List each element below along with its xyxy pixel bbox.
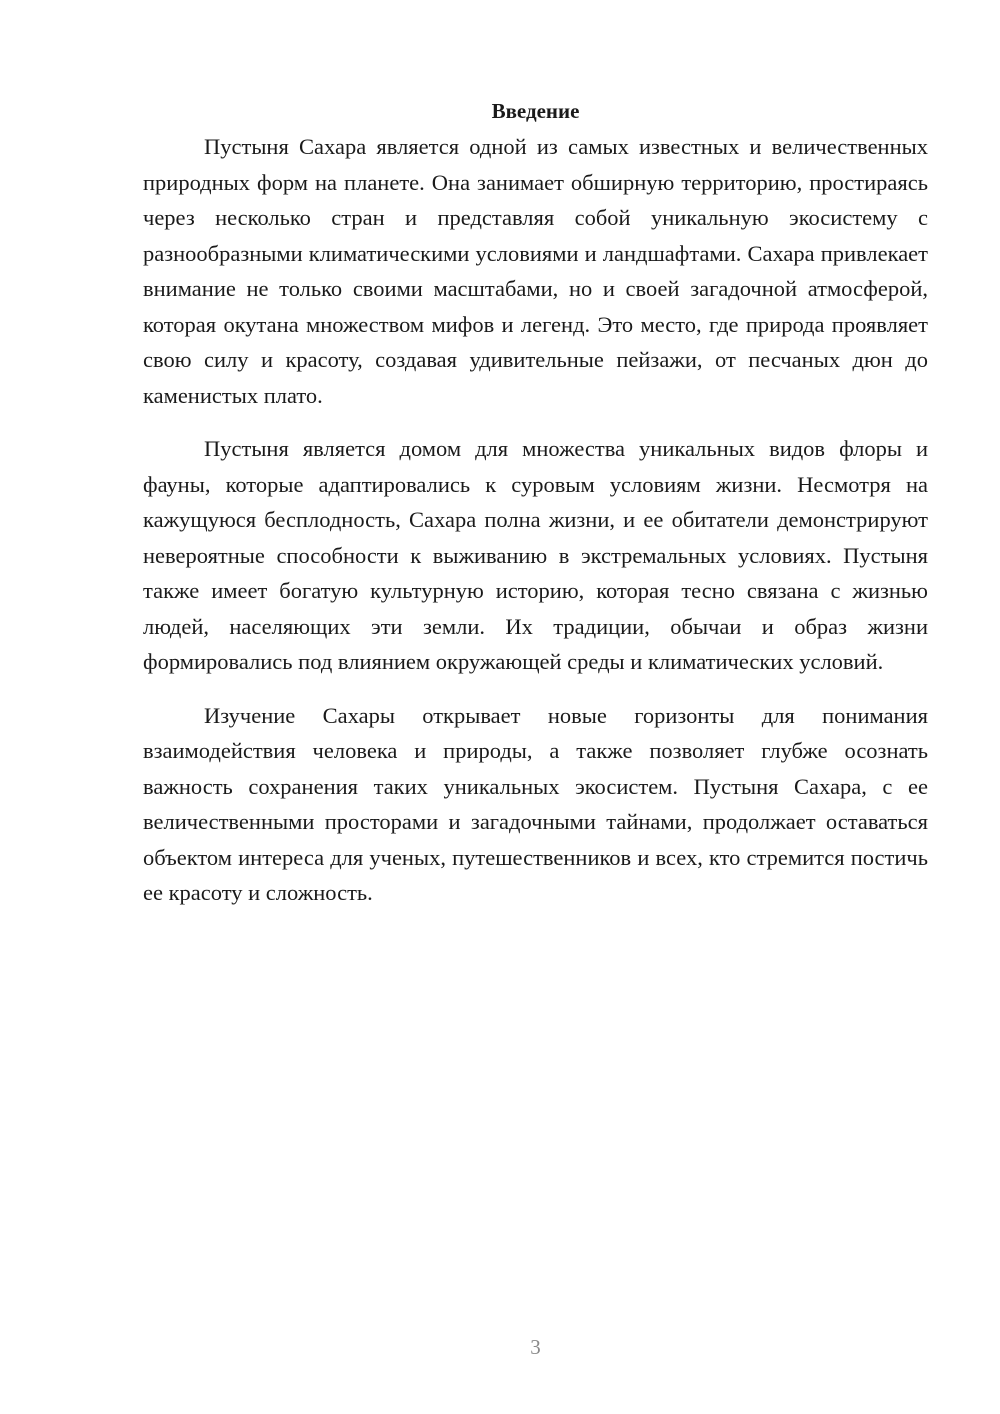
paragraph-2: Пустыня является домом для множества уникальных видов флоры и фауны, которые адаптировались к суровым условиям жизни. Несмотря на кажущуюся бесплодность, Сахара полна жизни, и ее обитатели демонстрируют невероятные способности к выживанию в экстремальных условиях. Пустыня также имеет богатую культурную историю, которая тесно связана с жизнью людей, населяющих эти земли. Их традиции, обычаи и образ жизни формировались под влиянием окружающей среды и климатических условий.: [143, 436, 928, 674]
section-heading: Введение: [491, 99, 580, 123]
page-number: 3: [530, 1335, 541, 1359]
paragraph-1: Пустыня Сахара является одной из самых известных и величественных природных форм на планете. Она занимает обширную территорию, простираясь через несколько стран и представляя собой уникальную экосистему с разнообразными климатическими условиями и ландшафтами. Сахара привлекает внимание не только своими масштабами, но и своей загадочной атмосферой, которая окутана множеством мифов и легенд. Это место, где природа проявляет свою силу и красоту, создавая удивительные пейзажи, от песчаных дюн до каменистых плато.: [143, 134, 928, 408]
paragraph-3: Изучение Сахары открывает новые горизонты для понимания взаимодействия человека и природы, а также позволяет глубже осознать важность сохранения таких уникальных экосистем. Пустыня Сахара, с ее величественными просторами и загадочными тайнами, продолжает оставаться объектом интереса для ученых, путешественников и всех, кто стремится постичь ее красоту и сложность.: [143, 702, 928, 905]
document-body: [143, 94, 928, 911]
